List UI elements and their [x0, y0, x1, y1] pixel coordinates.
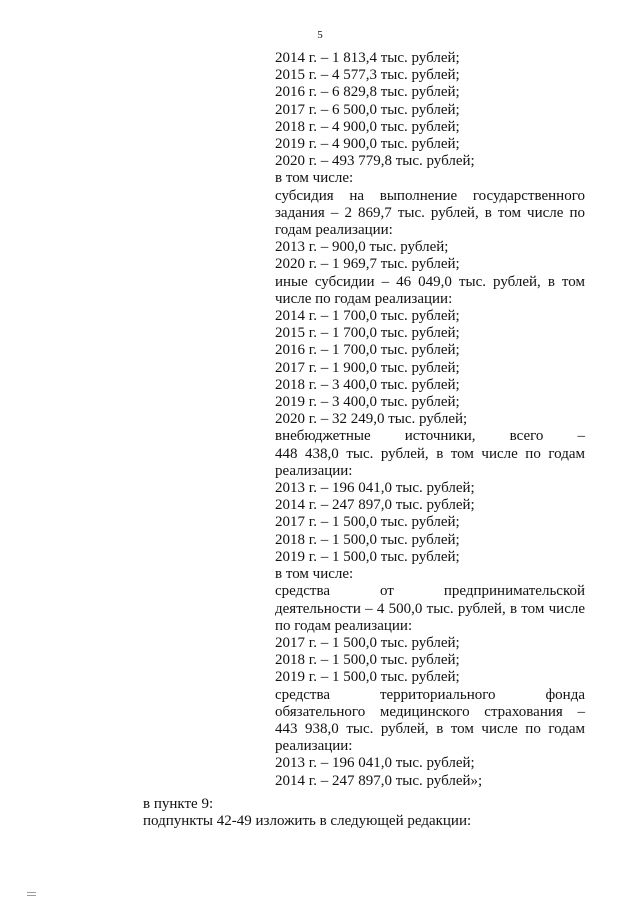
text-line: по годам реализации:	[275, 617, 413, 634]
text-line: 2017 г. – 1 500,0 тыс. рублей;	[275, 514, 460, 531]
text-line: задания – 2 869,7 тыс. рублей, в том числе по	[275, 204, 585, 221]
text-line: числе по годам реализации:	[275, 290, 453, 307]
text-line: в том числе:	[275, 566, 354, 583]
text-line: 2018 г. – 3 400,0 тыс. рублей;	[275, 376, 460, 393]
text-line: 2018 г. – 1 500,0 тыс. рублей;	[275, 531, 460, 548]
text-line: 2014 г. – 247 897,0 тыс. рублей;	[275, 497, 475, 514]
text-line: 2019 г. – 4 900,0 тыс. рублей;	[275, 136, 460, 153]
text-line: 2014 г. – 1 700,0 тыс. рублей;	[275, 308, 460, 325]
text-line: 2020 г. – 1 969,7 тыс. рублей;	[275, 256, 460, 273]
text-line: 2020 г. – 32 249,0 тыс. рублей;	[275, 411, 468, 428]
text-line: внебюджетные источники, всего –	[275, 428, 585, 445]
text-line: деятельности – 4 500,0 тыс. рублей, в том числе	[275, 600, 585, 617]
scan-mark	[27, 892, 36, 896]
text-line: 2017 г. – 1 500,0 тыс. рублей;	[275, 634, 460, 651]
text-line: 2018 г. – 1 500,0 тыс. рублей;	[275, 652, 460, 669]
text-line: 2016 г. – 1 700,0 тыс. рублей;	[275, 342, 460, 359]
text-line: средства территориального фонда	[275, 686, 585, 703]
amendment-line: в пункте 9:	[143, 796, 214, 812]
text-line: 2013 г. – 196 041,0 тыс. рублей;	[275, 755, 475, 772]
text-line: реализации:	[275, 462, 353, 479]
text-line: 2017 г. – 1 900,0 тыс. рублей;	[275, 359, 460, 376]
amendment-text-block	[143, 796, 593, 830]
text-line: субсидия на выполнение государственного	[275, 187, 585, 204]
text-line: 2014 г. – 247 897,0 тыс. рублей»;	[275, 772, 483, 789]
text-line: обязательного медицинского страхования –	[275, 703, 585, 720]
text-line: 443 938,0 тыс. рублей, в том числе по годам	[275, 720, 585, 737]
text-line: 2019 г. – 1 500,0 тыс. рублей;	[275, 548, 460, 565]
text-line: 2017 г. – 6 500,0 тыс. рублей;	[275, 101, 460, 118]
text-line: в том числе:	[275, 170, 354, 187]
funding-text-block	[275, 50, 585, 790]
text-line: годам реализации:	[275, 222, 393, 239]
text-line: 448 438,0 тыс. рублей, в том числе по годам	[275, 445, 585, 462]
text-line: 2014 г. – 1 813,4 тыс. рублей;	[275, 50, 460, 66]
text-line: 2015 г. – 1 700,0 тыс. рублей;	[275, 325, 460, 342]
text-line: 2013 г. – 900,0 тыс. рублей;	[275, 239, 449, 256]
text-line: средства от предпринимательской	[275, 583, 585, 600]
text-line: 2019 г. – 3 400,0 тыс. рублей;	[275, 394, 460, 411]
text-line: 2018 г. – 4 900,0 тыс. рублей;	[275, 118, 460, 135]
text-line: 2019 г. – 1 500,0 тыс. рублей;	[275, 669, 460, 686]
amendment-line: подпункты 42-49 изложить в следующей редакции:	[143, 813, 472, 830]
text-line: 2016 г. – 6 829,8 тыс. рублей;	[275, 84, 460, 101]
text-line: иные субсидии – 46 049,0 тыс. рублей, в том	[275, 273, 585, 290]
text-line: 2015 г. – 4 577,3 тыс. рублей;	[275, 67, 460, 84]
text-line: 2020 г. – 493 779,8 тыс. рублей;	[275, 153, 475, 170]
text-line: реализации:	[275, 738, 353, 755]
page-number: 5	[317, 29, 323, 41]
text-line: 2013 г. – 196 041,0 тыс. рублей;	[275, 480, 475, 497]
